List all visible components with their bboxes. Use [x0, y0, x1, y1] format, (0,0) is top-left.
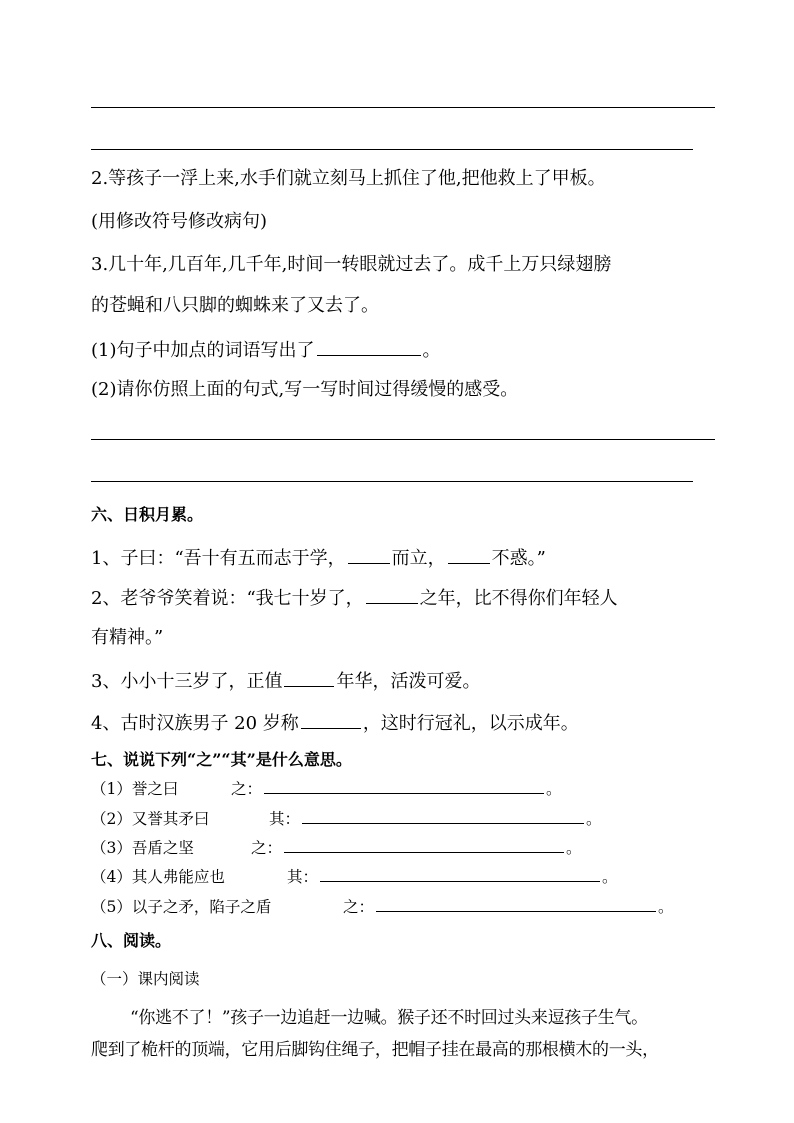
section6-item2-cont: 有精神。” [91, 627, 164, 648]
q3-sub2: (2)请你仿照上面的句式,写一写时间过得缓慢的感受。 [91, 379, 519, 400]
reading-paragraph-line: “你逃不了！”孩子一边追赶一边喊。猴子还不时回过头来逗孩子生气。 [130, 1008, 648, 1028]
answer-line[interactable] [91, 481, 693, 482]
fill-blank[interactable] [302, 808, 584, 824]
section7-item [91, 837, 582, 858]
fill-blank[interactable] [301, 710, 361, 729]
q2-instruction: (用修改符号修改病句) [91, 211, 268, 232]
item4-text-a: 4、古时汉族男子 20 岁称 [91, 713, 299, 734]
section8-title: 八、阅读。 [91, 931, 172, 950]
word-label: 之： [343, 898, 375, 916]
section7-item [91, 808, 602, 829]
section6-item3 [91, 668, 480, 694]
item1-text-a: 1、子曰：“吾十有五而志于学， [91, 548, 346, 569]
answer-line[interactable] [91, 107, 715, 108]
item2-text-a: 2、老爷爷笑着说：“我七十岁了， [91, 588, 364, 609]
phrase: （2）又誉其矛曰 [91, 810, 210, 828]
fill-blank[interactable] [320, 866, 600, 882]
fill-blank[interactable] [284, 668, 334, 687]
q3-sub1-end: 。 [422, 340, 441, 361]
q3-sub1 [91, 337, 441, 363]
section7-item [91, 866, 618, 887]
section6-item2 [91, 585, 618, 611]
phrase: （1）誉之曰 [91, 780, 179, 798]
item2-text-b: 之年，比不得你们年轻人 [419, 588, 618, 609]
end-mark: 。 [602, 868, 618, 886]
section6-title: 六、日积月累。 [91, 505, 204, 524]
reading-paragraph-line: 爬到了桅杆的顶端，它用后脚钩住绳子，把帽子挂在最高的那根横木的一头， [91, 1040, 659, 1060]
section6-item4 [91, 710, 579, 736]
fill-blank[interactable] [284, 837, 564, 853]
end-mark: 。 [586, 810, 602, 828]
section8-subtitle: （一）课内阅读 [91, 970, 200, 988]
item4-text-b: ，这时行冠礼，以示成年。 [362, 713, 579, 734]
phrase: （3）吾盾之坚 [91, 839, 194, 857]
fill-blank[interactable] [376, 896, 656, 912]
section7-title: 七、说说下列“之”“其”是什么意思。 [91, 750, 352, 769]
section6-item1 [91, 545, 546, 571]
section7-item [91, 896, 674, 917]
word-label: 之： [251, 839, 283, 857]
item3-text-b: 年华，活泼可爱。 [336, 671, 481, 692]
q3-line2: 的苍蝇和八只脚的蜘蛛来了又去了。 [91, 295, 379, 316]
end-mark: 。 [546, 780, 562, 798]
word-label: 其： [287, 868, 319, 886]
q2-sentence: 2.等孩子一浮上来,水手们就立刻马上抓住了他,把他救上了甲板。 [91, 168, 606, 189]
fill-blank[interactable] [317, 337, 421, 356]
phrase: （4）其人弗能应也 [91, 868, 225, 886]
q3-sub1-text: (1)句子中加点的词语写出了 [91, 340, 315, 361]
item3-text-a: 3、小小十三岁了，正值 [91, 671, 283, 692]
word-label: 之： [231, 780, 263, 798]
phrase: （5）以子之矛，陷子之盾 [91, 898, 272, 916]
answer-line[interactable] [91, 439, 715, 440]
section7-item [91, 778, 562, 799]
fill-blank[interactable] [348, 545, 390, 564]
end-mark: 。 [566, 839, 582, 857]
q3-line1: 3.几十年,几百年,几千年,时间一转眼就过去了。成千上万只绿翅膀 [91, 254, 612, 275]
fill-blank[interactable] [264, 778, 544, 794]
item1-text-c: 不惑。” [491, 548, 546, 569]
word-label: 其： [269, 810, 301, 828]
item1-text-b: 而立， [391, 548, 446, 569]
fill-blank[interactable] [448, 545, 490, 564]
fill-blank[interactable] [366, 585, 418, 604]
answer-line[interactable] [91, 149, 693, 150]
end-mark: 。 [658, 898, 674, 916]
